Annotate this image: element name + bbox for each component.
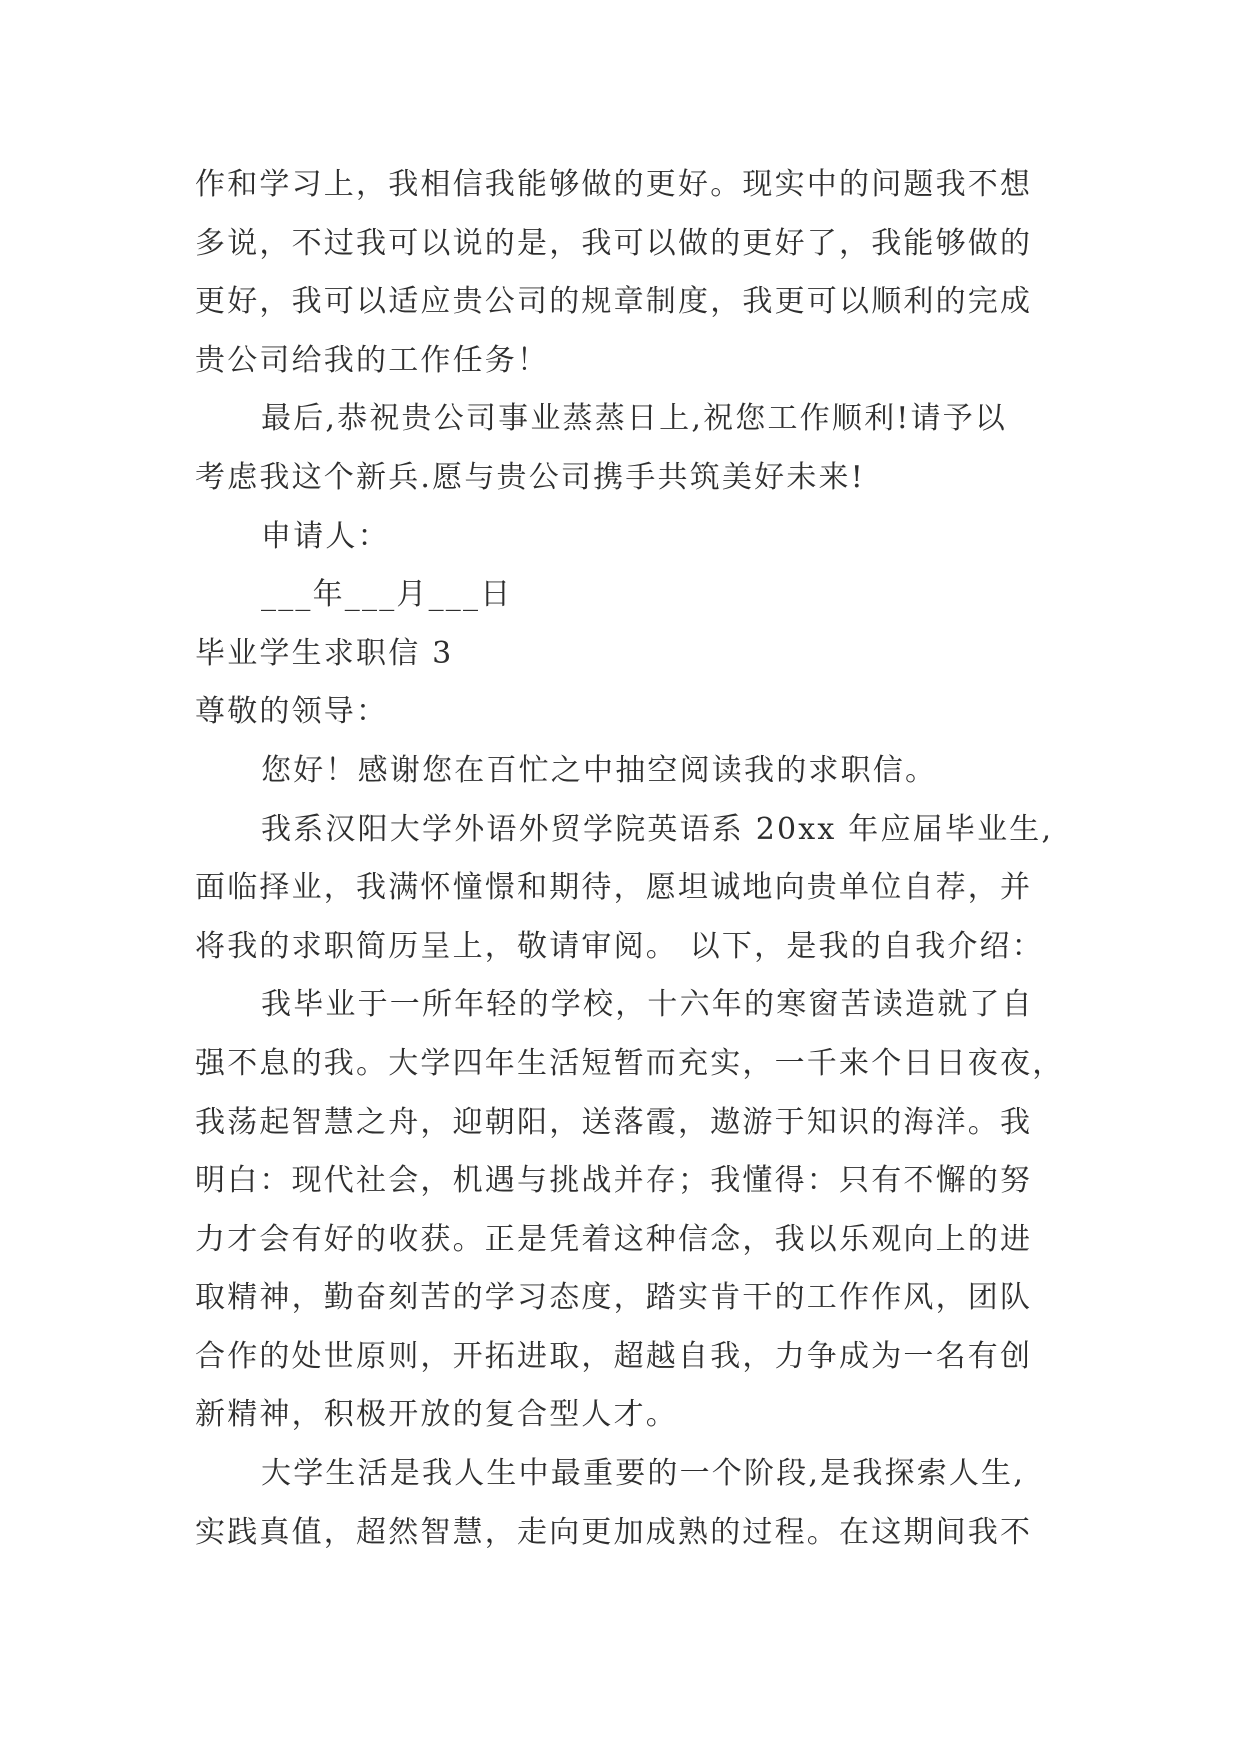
text-line: 明白：现代社会，机遇与挑战并存；我懂得：只有不懈的努	[195, 1163, 1033, 1199]
text-line: 强不息的我。大学四年生活短暂而充实，一千来个日日夜夜，	[195, 1045, 1065, 1081]
text-line: 新精神，积极开放的复合型人才。	[195, 1397, 678, 1433]
text-line: 作和学习上，我相信我能够做的更好。现实中的问题我不想	[195, 167, 1033, 202]
text-line: 大学生活是我人生中最重要的一个阶段,是我探索人生,	[261, 1456, 1026, 1492]
text-line: 力才会有好的收获。正是凭着这种信念，我以乐观向上的进	[195, 1221, 1033, 1257]
text-line: 将我的求职简历呈上，敬请审阅。 以下，是我的自我介绍：	[195, 928, 1044, 964]
text-line: 我毕业于一所年轻的学校，十六年的寒窗苦读造就了自	[261, 987, 1034, 1023]
applicant-label: 申请人：	[261, 518, 390, 554]
text-line: 贵公司给我的工作任务！	[195, 342, 550, 378]
text-line: 面临择业，我满怀憧憬和期待，愿坦诚地向贵单位自荐，并	[195, 870, 1033, 906]
text-line: 最后,恭祝贵公司事业蒸蒸日上,祝您工作顺利!请予以	[261, 401, 1008, 437]
text-line: 考虑我这个新兵.愿与贵公司携手共筑美好未来!	[195, 459, 865, 495]
text-line: 更好，我可以适应贵公司的规章制度，我更可以顺利的完成	[195, 284, 1033, 320]
document-body	[195, 156, 1075, 1562]
text-line: 实践真值，超然智慧，走向更加成熟的过程。在这期间我不	[195, 1514, 1033, 1550]
text-line: 多说，不过我可以说的是，我可以做的更好了，我能够做的	[195, 225, 1033, 261]
date-line: ___年___月___日	[261, 577, 513, 613]
section-title: 毕业学生求职信 3	[195, 635, 454, 671]
text-line: 合作的处世原则，开拓进取，超越自我，力争成为一名有创	[195, 1338, 1033, 1374]
salutation: 尊敬的领导：	[195, 694, 389, 730]
text-line: 取精神，勤奋刻苦的学习态度，踏实肯干的工作作风，团队	[195, 1280, 1033, 1316]
text-line: 我系汉阳大学外语外贸学院英语系 20xx 年应届毕业生,	[261, 811, 1054, 847]
text-line: 您好！感谢您在百忙之中抽空阅读我的求职信。	[261, 752, 938, 788]
text-line: 我荡起智慧之舟，迎朝阳，送落霞，遨游于知识的海洋。我	[195, 1104, 1033, 1140]
